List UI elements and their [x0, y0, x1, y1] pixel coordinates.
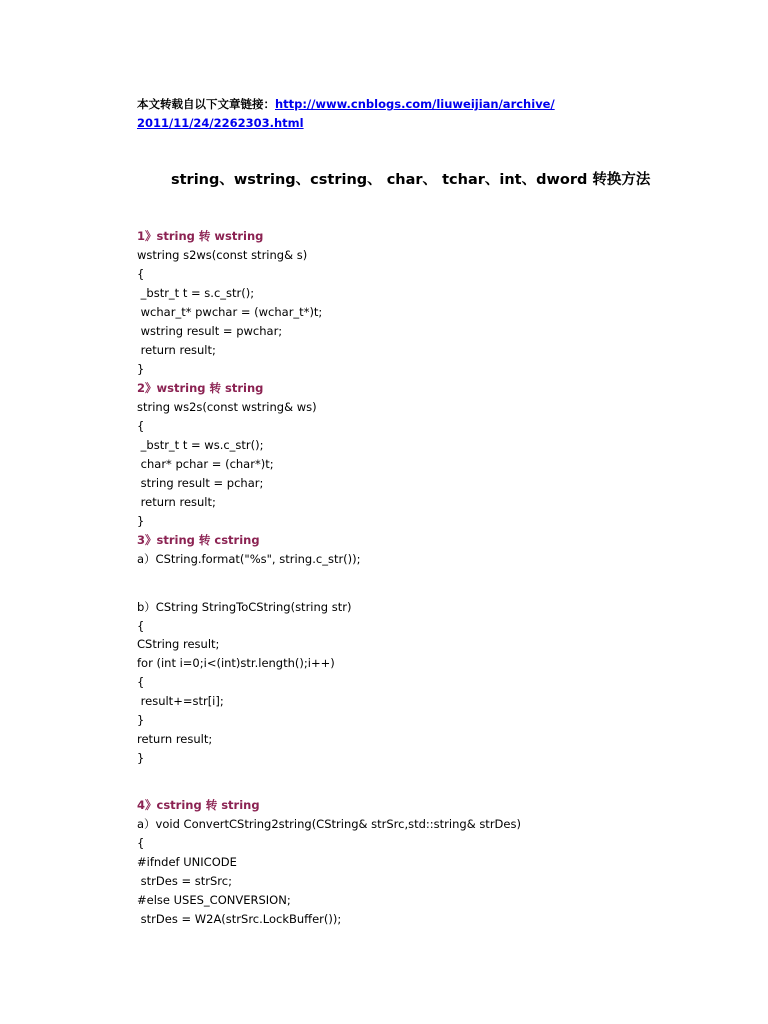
code-line: result+=str[i]; — [137, 694, 224, 708]
code-line: { — [137, 836, 145, 850]
code-line: strDes = W2A(strSrc.LockBuffer()); — [137, 912, 342, 926]
code-line: string ws2s(const wstring& ws) — [137, 400, 317, 414]
code-line: for (int i=0;i<(int)str.length();i++) — [137, 656, 335, 670]
code-line: b）CString StringToCString(string str) — [137, 600, 352, 614]
code-line: a）CString.format("%s", string.c_str()); — [137, 552, 361, 566]
section-heading-2: 2》wstring 转 string — [137, 381, 264, 395]
source-line-2 — [137, 116, 304, 130]
section-heading-3: 3》string 转 cstring — [137, 533, 260, 547]
code-line: { — [137, 619, 145, 633]
section-heading-1: 1》string 转 wstring — [137, 229, 264, 243]
code-line: a）void ConvertCString2string(CString& strSrc,std::string& strDes) — [137, 817, 521, 831]
code-line: string result = pchar; — [137, 476, 264, 490]
code-line: } — [137, 514, 145, 528]
source-link-part-1[interactable]: http://www.cnblogs.com/liuweijian/archive/ — [275, 97, 555, 111]
code-line: wstring result = pwchar; — [137, 324, 283, 338]
code-line: CString result; — [137, 637, 220, 651]
code-line: { — [137, 675, 145, 689]
code-line: wchar_t* pwchar = (wchar_t*)t; — [137, 305, 323, 319]
section-heading-4: 4》cstring 转 string — [137, 798, 260, 812]
source-line-1 — [137, 97, 555, 111]
code-line: return result; — [137, 732, 213, 746]
source-prefix: 本文转载自以下文章链接： — [137, 97, 275, 111]
code-line: return result; — [137, 495, 216, 509]
code-line: } — [137, 751, 145, 765]
code-line: #ifndef UNICODE — [137, 855, 237, 869]
source-link-part-2[interactable]: 2011/11/24/2262303.html — [137, 116, 304, 130]
code-line: { — [137, 419, 145, 433]
code-line: #else USES_CONVERSION; — [137, 893, 291, 907]
code-line: } — [137, 362, 145, 376]
code-line: wstring s2ws(const string& s) — [137, 248, 308, 262]
code-line: _bstr_t t = s.c_str(); — [137, 286, 255, 300]
code-line: _bstr_t t = ws.c_str(); — [137, 438, 264, 452]
document-title: string、wstring、cstring、 char、 tchar、int、dword 转换方法 — [171, 172, 651, 188]
code-line: return result; — [137, 343, 216, 357]
code-line: char* pchar = (char*)t; — [137, 457, 274, 471]
code-line: } — [137, 713, 145, 727]
code-line: strDes = strSrc; — [137, 874, 232, 888]
code-line: { — [137, 267, 145, 281]
